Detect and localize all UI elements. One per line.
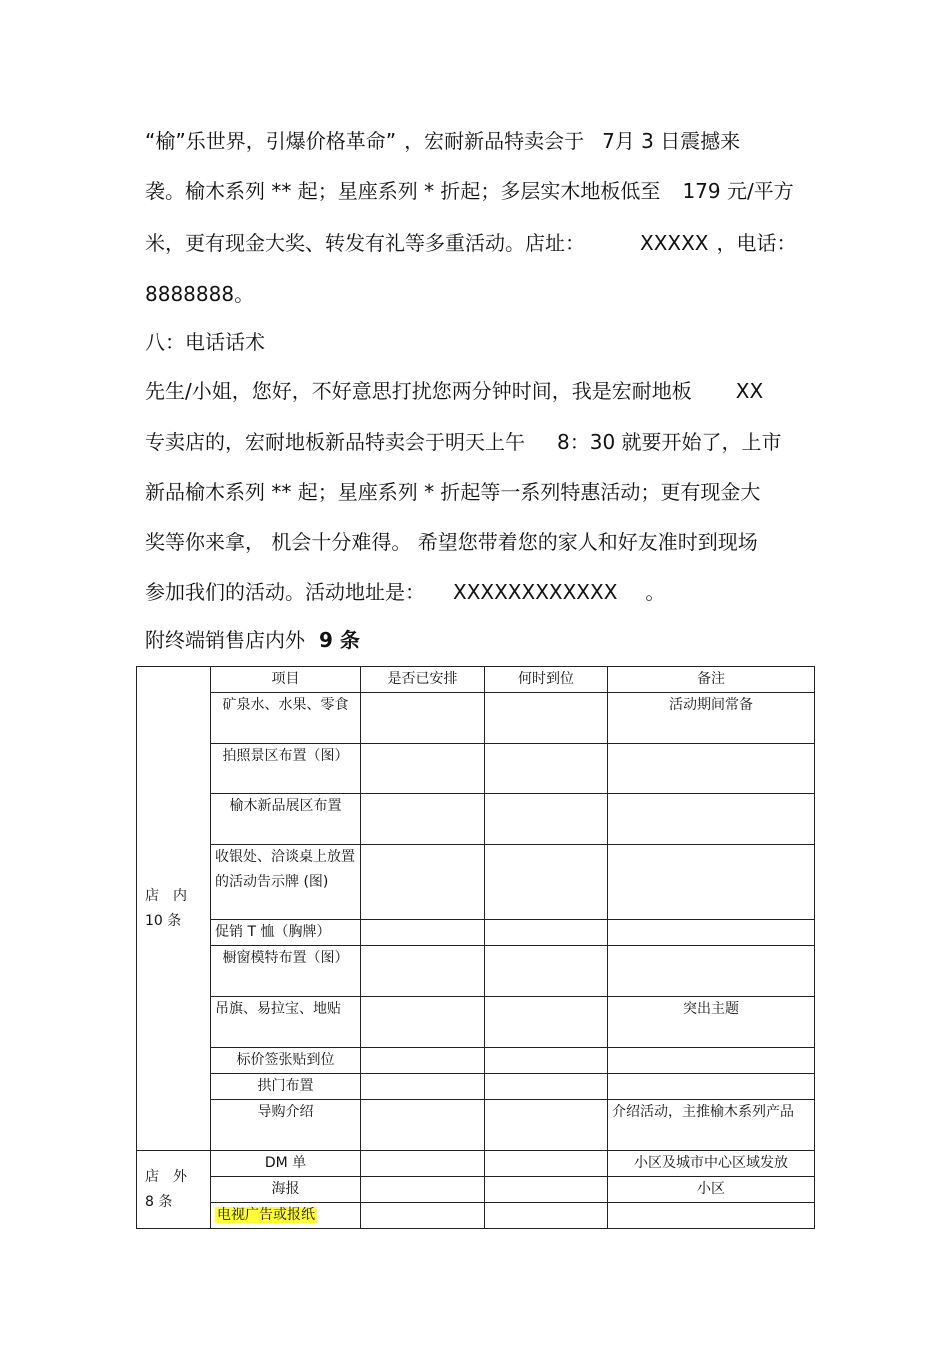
cell-arranged[interactable]	[361, 845, 485, 920]
table-row	[137, 794, 815, 845]
cell-arranged[interactable]	[361, 1048, 485, 1074]
table-row	[137, 744, 815, 794]
cell-arranged[interactable]	[361, 920, 485, 946]
promo-line-2: 袭。榆木系列 ** 起；星座系列 * 折起；多层实木地板低至 179 元/平方	[145, 179, 794, 203]
cell-item: 拱门布置	[211, 1074, 361, 1100]
cell-item: 拍照景区布置（图）	[211, 744, 361, 794]
cell-arrival-time[interactable]	[485, 1074, 608, 1100]
cell-arranged[interactable]	[361, 1151, 485, 1177]
cell-remarks	[608, 1074, 815, 1100]
table-row	[137, 1151, 815, 1177]
table-row	[137, 920, 815, 946]
script-line-4: 奖等你来拿， 机会十分难得。 希望您带着您的家人和好友准时到现场	[145, 530, 758, 554]
cell-item: 吊旗、易拉宝、地贴	[211, 997, 361, 1048]
cell-arranged[interactable]	[361, 1203, 485, 1229]
promo-line-3: 米，更有现金大奖、转发有礼等多重活动。店址： XXXXX ，电话：	[145, 231, 797, 255]
table-row	[137, 946, 815, 997]
cell-item: 导购介绍	[211, 1100, 361, 1151]
promo-line-1: “榆”乐世界，引爆价格革命” ，宏耐新品特卖会于 7月 3 日震撼来	[145, 129, 741, 153]
header-remarks: 备注	[608, 667, 815, 693]
cell-remarks: 小区及城市中心区域发放	[608, 1151, 815, 1177]
cell-remarks: 突出主题	[608, 997, 815, 1048]
highlighted-item: 电视广告或报纸	[217, 1207, 315, 1223]
group-label-in-store: 店 内 10 条	[137, 667, 211, 1151]
cell-remarks	[608, 744, 815, 794]
cell-arrival-time[interactable]	[485, 920, 608, 946]
script-line-1: 先生/小姐，您好，不好意思打扰您两分钟时间，我是宏耐地板 XX	[145, 379, 764, 403]
cell-remarks	[608, 946, 815, 997]
cell-remarks: 小区	[608, 1177, 815, 1203]
table-row	[137, 1074, 815, 1100]
cell-remarks	[608, 1203, 815, 1229]
table-row	[137, 997, 815, 1048]
cell-item: 促销 T 恤（胸牌）	[211, 920, 361, 946]
cell-arrival-time[interactable]	[485, 1151, 608, 1177]
cell-remarks	[608, 920, 815, 946]
cell-arranged[interactable]	[361, 997, 485, 1048]
cell-item: 收银处、洽谈桌上放置的活动告示牌 (图)	[211, 845, 361, 920]
cell-item: DM 单	[211, 1151, 361, 1177]
cell-arrival-time[interactable]	[485, 845, 608, 920]
header-arranged: 是否已安排	[361, 667, 485, 693]
cell-arranged[interactable]	[361, 693, 485, 744]
cell-arranged[interactable]	[361, 794, 485, 845]
table-row	[137, 845, 815, 920]
cell-item	[211, 1203, 361, 1229]
cell-arranged[interactable]	[361, 946, 485, 997]
cell-remarks	[608, 1048, 815, 1074]
cell-arrival-time[interactable]	[485, 693, 608, 744]
cell-arrival-time[interactable]	[485, 997, 608, 1048]
table-row	[137, 1203, 815, 1229]
cell-item: 橱窗模特布置（图）	[211, 946, 361, 997]
script-line-5: 参加我们的活动。活动地址是： XXXXXXXXXXXX 。	[145, 580, 666, 604]
table-row	[137, 693, 815, 744]
cell-remarks: 活动期间常备	[608, 693, 815, 744]
cell-item: 榆木新品展区布置	[211, 794, 361, 845]
header-arrival-time: 何时到位	[485, 667, 608, 693]
cell-arranged[interactable]	[361, 1074, 485, 1100]
cell-remarks	[608, 794, 815, 845]
promo-line-4: 8888888。	[145, 282, 255, 306]
table-row	[137, 1100, 815, 1151]
activity-checklist-table	[136, 666, 815, 1229]
section-title: 八：电话话术	[145, 330, 265, 354]
cell-arranged[interactable]	[361, 744, 485, 794]
cell-item: 标价签张贴到位	[211, 1048, 361, 1074]
cell-arrival-time[interactable]	[485, 946, 608, 997]
cell-arrival-time[interactable]	[485, 1177, 608, 1203]
cell-arrival-time[interactable]	[485, 794, 608, 845]
table-caption: 附终端销售店内外 9 条	[145, 628, 360, 652]
script-line-3: 新品榆木系列 ** 起；星座系列 * 折起等一系列特惠活动；更有现金大	[145, 480, 761, 504]
header-item: 项目	[211, 667, 361, 693]
table-row	[137, 1177, 815, 1203]
script-line-2: 专卖店的，宏耐地板新品特卖会于明天上午 8：30 就要开始了，上市	[145, 430, 782, 454]
cell-arrival-time[interactable]	[485, 744, 608, 794]
table-row	[137, 1048, 815, 1074]
cell-arrival-time[interactable]	[485, 1100, 608, 1151]
cell-arrival-time[interactable]	[485, 1203, 608, 1229]
table-header-row	[137, 667, 815, 693]
cell-item: 海报	[211, 1177, 361, 1203]
cell-arranged[interactable]	[361, 1177, 485, 1203]
cell-arranged[interactable]	[361, 1100, 485, 1151]
group-label-outside-store: 店 外 8 条	[137, 1151, 211, 1229]
cell-item: 矿泉水、水果、零食	[211, 693, 361, 744]
cell-remarks: 介绍活动，主推榆木系列产品	[608, 1100, 815, 1151]
cell-arrival-time[interactable]	[485, 1048, 608, 1074]
cell-remarks	[608, 845, 815, 920]
